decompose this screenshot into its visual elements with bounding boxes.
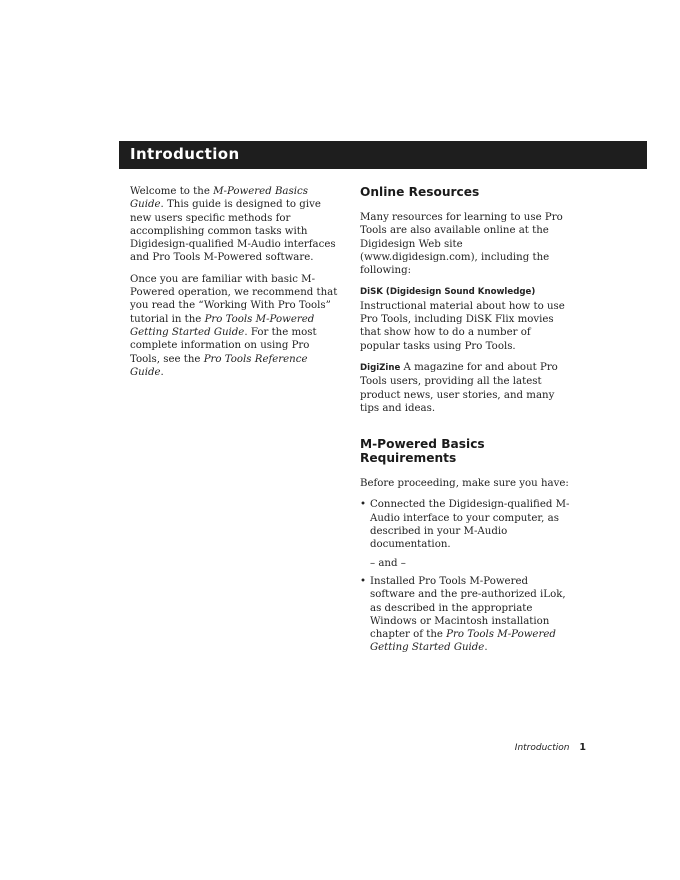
digizine-description: A magazine for and about Pro Tools users, providing all the latest product news, user stories, and many tips and ideas. [360, 361, 558, 414]
text: . [484, 642, 488, 654]
text: . [160, 366, 164, 378]
right-column [360, 185, 572, 660]
intro-paragraph-1 [130, 185, 342, 265]
requirements-heading: M-Powered Basics Requirements [360, 437, 485, 466]
intro-paragraph-2 [130, 273, 342, 379]
text: Once you are familiar with basic M-Powered operation, we recommend that you read the “Working With Pro Tools” tutorial in the [130, 273, 338, 325]
requirement-text: Installed Pro Tools M-Powered software and the pre-authorized iLok, as described in the appropriate Windows or Macintosh installation chapter of the [370, 575, 566, 641]
requirement-item-1 [360, 498, 572, 551]
text: Welcome to the [130, 186, 214, 197]
guide-title: Pro Tools M-Powered Getting Started Guide [130, 313, 315, 338]
requirements-intro: Before proceeding, make sure you have: [360, 478, 569, 490]
text: . For the most complete information on using Pro Tools, see the [130, 326, 317, 365]
page-number: 1 [579, 742, 586, 753]
text: . This guide is designed to give new users specific methods for accomplishing common tasks with Digidesign-qualified M-Audio interfaces and Pro Tools M-Powered software. [130, 199, 336, 264]
disk-term: DiSK (Digidesign Sound Knowledge) [360, 287, 536, 298]
online-resources-heading: Online Resources [360, 185, 480, 199]
chapter-title: Introduction [130, 145, 240, 163]
disk-description: Instructional material about how to use Pro Tools, including DiSK Flix movies that show how to do a number of popular tasks using Pro Tools. [360, 300, 565, 352]
requirement-text: Connected the Digidesign-qualified M-Audio interface to your computer, as described in your M-Audio documentation. [370, 499, 570, 551]
page-footer [515, 742, 586, 753]
digizine-term: DigiZine [360, 362, 401, 373]
chapter-title-bar [119, 141, 647, 169]
guide-title: M-Powered Basics Guide [130, 186, 308, 211]
footer-section: Introduction [514, 743, 570, 753]
guide-title: Pro Tools M-Powered Getting Started Guide [370, 629, 556, 654]
requirement-item-2 [360, 575, 572, 655]
bullet-icon: • [360, 575, 367, 587]
bullet-icon: • [360, 499, 367, 511]
digizine-entry [360, 361, 572, 415]
disk-entry [360, 285, 572, 352]
guide-title: Pro Tools Reference Guide [130, 353, 308, 378]
online-resources-paragraph: Many resources for learning to use Pro Tools are also available online at the Digidesign Web site (www.digidesign.com), including the following: [360, 212, 563, 277]
and-separator: – and – [370, 557, 406, 569]
left-column [130, 185, 342, 387]
